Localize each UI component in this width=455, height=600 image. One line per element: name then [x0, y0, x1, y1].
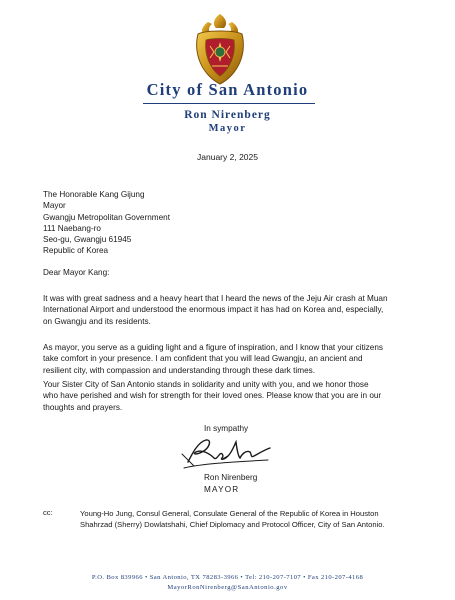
cc-list [80, 508, 385, 530]
footer-contact: P.O. Box 839966 • San Antonio, TX 78283-3966 • Tel: 210-207-7107 • Fax 210-207-4168 [91, 574, 364, 581]
address-line: Mayor [43, 201, 66, 211]
letterhead-rule [143, 103, 315, 104]
body-line: It was with great sadness and a heavy heart that I heard the news of the Jeju Air crash at Muan [43, 294, 388, 303]
signer-title: MAYOR [204, 485, 240, 494]
body-line: resilient city, with compassion and understanding through these dark times. [43, 365, 315, 375]
body-line: who have perished and wish for strength for their loved ones. Please know that you are in our [43, 391, 382, 401]
cc-recipient: Young-Ho Jung, Consul General, Consulate General of the Republic of Korea in Houston [80, 509, 379, 518]
address-line: Republic of Korea [43, 246, 109, 256]
city-seal-icon [190, 12, 250, 88]
city-name: City of San Antonio [146, 80, 309, 99]
body-line: International Airport and understood the enormous impact it has had on Korea and, especially, [43, 305, 384, 315]
address-line: 111 Naebang-ro [43, 223, 101, 233]
address-line: Gwangju Metropolitan Government [43, 212, 170, 222]
mayor-name-heading: Ron Nirenberg [184, 109, 271, 121]
address-line: The Honorable Kang Gijung [43, 190, 145, 199]
body-paragraph [43, 379, 415, 413]
cc-recipient: Shahrzad (Sherry) Dowlatshahi, Chief Diplomacy and Protocol Officer, City of San Antonio. [80, 520, 385, 530]
salutation: Dear Mayor Kang: [43, 268, 110, 277]
address-line: Seo-gu, Gwangju 61945 [43, 235, 132, 245]
body-paragraph [43, 342, 415, 376]
body-line: take comfort in your presence. I am confident that you will lead Gwangju, an ancient and [43, 354, 363, 364]
letter-date: January 2, 2025 [197, 152, 258, 162]
footer-email: MayorRonNirenberg@SanAntonio.gov [167, 584, 288, 591]
closing-phrase: In sympathy [204, 424, 249, 433]
body-line: Your Sister City of San Antonio stands in solidarity and unity with you, and we honor those [43, 380, 369, 389]
recipient-address [43, 189, 170, 257]
handwritten-signature [180, 432, 275, 472]
body-line: on Gwangju and its residents. [43, 316, 151, 326]
mayor-title-heading: Mayor [208, 123, 247, 134]
body-line: As mayor, you serve as a guiding light and a figure of inspiration, and I know that your citizens [43, 343, 383, 352]
body-line: thoughts and prayers. [43, 402, 123, 412]
signer-name: Ron Nirenberg [204, 473, 258, 482]
body-paragraph [43, 293, 415, 327]
cc-label: cc: [43, 508, 53, 517]
